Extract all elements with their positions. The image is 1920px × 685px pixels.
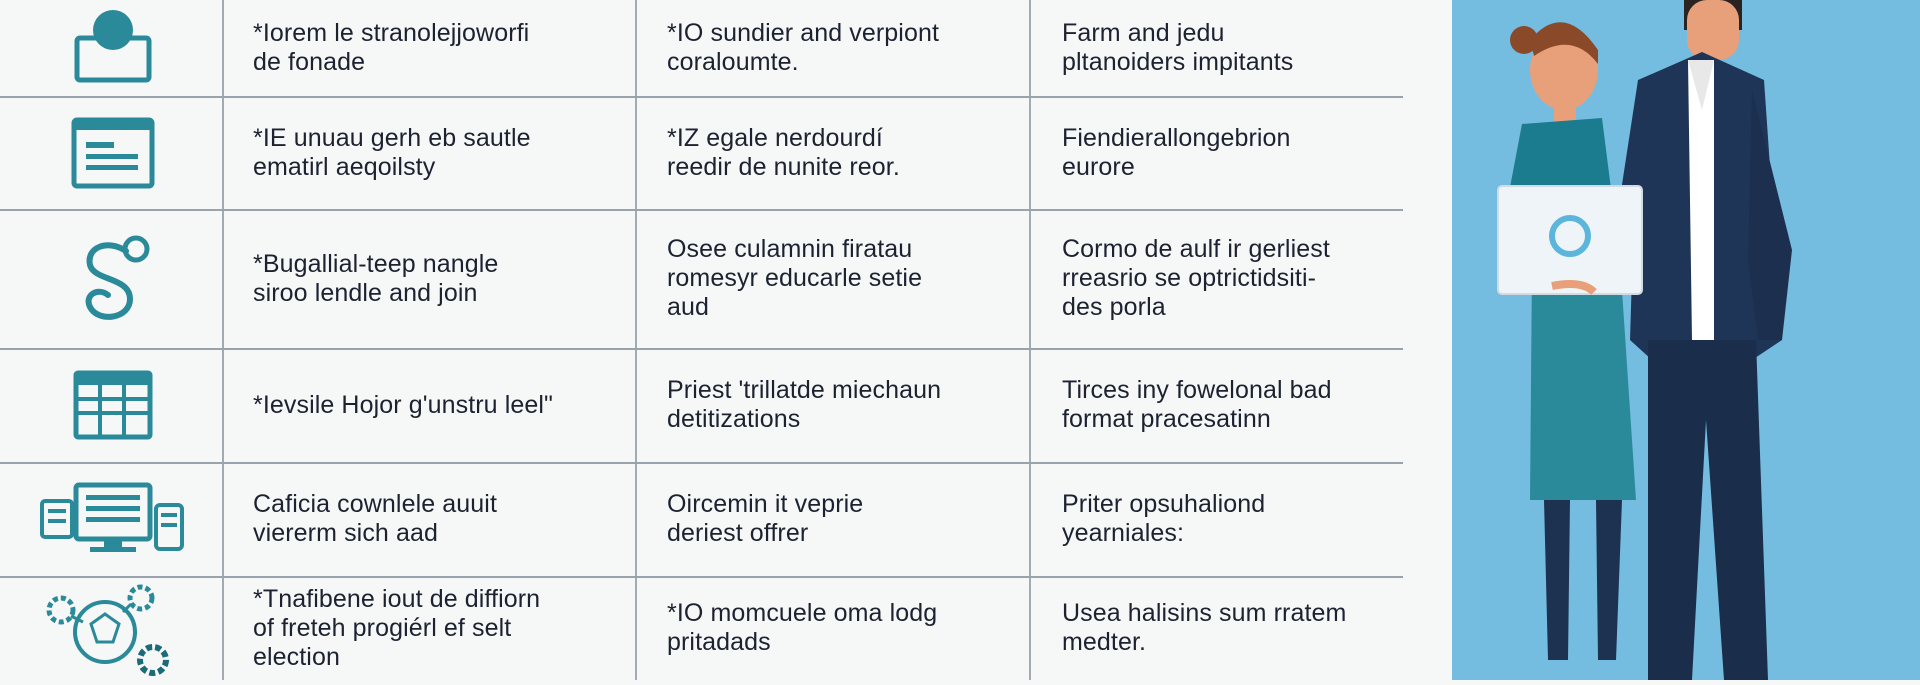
table-row [0,348,1403,464]
table-row [0,576,1403,680]
table-cell: Usea halisins sum rratem medter. [1062,599,1347,656]
gears-network-icon [38,576,188,680]
table-cell: *IO momcuele oma lodg pritadads [667,599,938,656]
table-cell: Caficia cownlele auuit viererm sich aad [253,490,497,547]
table-cell: Oircemin it veprie deriest offrer [667,490,864,547]
illustration-panel [1452,0,1920,680]
curled-symbol-icon [38,209,188,348]
table-cell: *IO sundier and verpiont coraloumte. [667,19,940,76]
spreadsheet-grid-icon [38,348,188,462]
table-cell: *IE unuau gerh eb sautle ematirl aeqoilsty [253,123,531,181]
devices-icon [38,462,188,576]
browser-window-icon [38,96,188,209]
table-cell: *Tnafibene iout de diffiorn of freteh progiérl ef selt election [253,584,541,671]
table-cell: Priter opsuhaliond yearniales: [1062,490,1266,547]
table-cell: *IZ egale nerdourdí reedir de nunite reor. [667,123,900,181]
table-row [0,96,1403,211]
table-cell: Tirces iny fowelonal bad format pracesatinn [1062,376,1332,433]
table-cell: Cormo de aulf ir gerliest rreasrio se optrictidsiti- des porla [1062,235,1330,321]
table-row [0,209,1403,350]
table-cell: *Iorem le stranolejjoworfi de fonade [253,19,530,76]
table-cell: Priest 'trillatde miechaun detitizations [667,376,942,433]
table-cell: Farm and jedu pltanoiders impitants [1062,19,1294,76]
business-people-illustration [1452,0,1920,680]
table-cell: *Ievsile Hojor g'unstru leel" [253,390,554,419]
table-cell: Osee culamnin firatau romesyr educarle setie aud [667,235,923,321]
table-row [0,462,1403,578]
table-row [0,0,1403,98]
table-cell: *Bugallial-teep nangle siroo lendle and join [253,249,499,307]
table-cell: Fiendierallongebrion eurore [1062,123,1291,181]
monitor-with-user-icon [38,0,188,96]
